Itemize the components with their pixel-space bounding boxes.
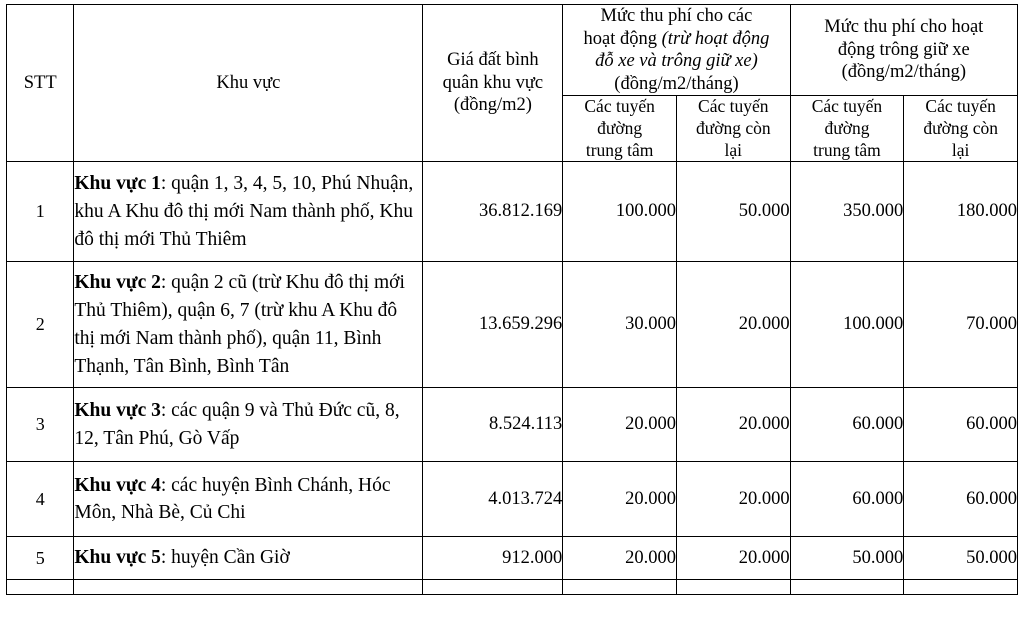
header-average-land-price <box>423 5 563 162</box>
row-parking-other: 60.000 <box>904 462 1018 537</box>
sub-other-line-3: lại <box>724 139 743 160</box>
row-non-parking-central: 20.000 <box>563 388 677 462</box>
sub-central-line-2: đường <box>597 117 643 138</box>
row-non-parking-central: 30.000 <box>563 262 677 388</box>
row-non-parking-other: 20.000 <box>676 537 790 580</box>
header-group-non-parking <box>563 5 790 96</box>
group-non-parking-line-2-italic: (trừ hoạt động <box>661 28 770 49</box>
row-area-label: Khu vực 1 <box>74 173 161 195</box>
group-non-parking-line-3-italic: đỗ xe và trông giữ xe) <box>595 51 758 72</box>
row-stt: 1 <box>7 162 74 262</box>
row-parking-central: 60.000 <box>790 462 904 537</box>
group-parking-line-2: động trông giữ xe <box>837 39 970 60</box>
header-price-line-1: Giá đất bình <box>447 50 539 71</box>
fee-schedule-table <box>6 4 1018 595</box>
row-non-parking-central <box>563 580 677 595</box>
row-non-parking-other: 20.000 <box>676 388 790 462</box>
group-parking-line-1: Mức thu phí cho hoạt <box>824 17 984 38</box>
row-parking-central: 50.000 <box>790 537 904 580</box>
header-price-line-3: (đồng/m2) <box>453 95 532 116</box>
row-price: 13.659.296 <box>423 262 563 388</box>
row-non-parking-other: 50.000 <box>676 162 790 262</box>
row-area <box>74 537 423 580</box>
row-parking-central: 350.000 <box>790 162 904 262</box>
row-area-label: Khu vực 3 <box>74 400 161 422</box>
header-group-parking <box>790 5 1017 96</box>
row-parking-other: 70.000 <box>904 262 1018 388</box>
row-parking-other: 50.000 <box>904 537 1018 580</box>
header-row-top <box>7 5 1018 96</box>
header-parking-other <box>904 96 1018 162</box>
header-price-line-2: quân khu vực <box>442 72 544 93</box>
row-parking-other: 180.000 <box>904 162 1018 262</box>
row-parking-central: 100.000 <box>790 262 904 388</box>
sub-central-line-1: Các tuyến <box>584 96 655 117</box>
row-area <box>74 388 423 462</box>
group-non-parking-line-4: (đồng/m2/tháng) <box>614 73 739 94</box>
row-stt <box>7 580 74 595</box>
row-non-parking-central: 20.000 <box>563 462 677 537</box>
row-price: 4.013.724 <box>423 462 563 537</box>
sub-other-line-2: đường còn <box>923 117 998 138</box>
row-stt: 2 <box>7 262 74 388</box>
row-stt: 4 <box>7 462 74 537</box>
row-parking-other: 60.000 <box>904 388 1018 462</box>
table-row <box>7 537 1018 580</box>
sub-central-line-3: trung tâm <box>813 139 881 160</box>
header-stt: STT <box>7 5 74 162</box>
header-non-parking-central <box>563 96 677 162</box>
row-area-text: : các quận 9 và Thủ Đức cũ, 8, 12, Tân Phú, Gò Vấp <box>74 400 400 449</box>
row-stt: 5 <box>7 537 74 580</box>
row-price: 912.000 <box>423 537 563 580</box>
sub-other-line-2: đường còn <box>695 117 771 138</box>
table-row <box>7 262 1018 388</box>
table-row-partial-clipped <box>7 580 1018 595</box>
row-area-text: : các huyện Bình Chánh, Hóc Môn, Nhà Bè, Củ Chi <box>74 474 391 524</box>
row-area-label: Khu vực 2 <box>74 272 161 294</box>
sub-central-line-3: trung tâm <box>585 139 654 160</box>
row-area-text: : huyện Cần Giờ <box>160 547 290 569</box>
row-non-parking-other <box>676 580 790 595</box>
row-area <box>74 580 423 595</box>
row-area-text: : quận 1, 3, 4, 5, 10, Phú Nhuận, khu A Khu đô thị mới Nam thành phố, Khu đô thị mới Thủ Thiêm <box>74 173 414 250</box>
table-header <box>7 5 1018 162</box>
table-row <box>7 162 1018 262</box>
row-area <box>74 262 423 388</box>
table-row <box>7 388 1018 462</box>
row-area-label: Khu vực 5 <box>74 547 161 569</box>
row-area <box>74 462 423 537</box>
row-area-text: : quận 2 cũ (trừ Khu đô thị mới Thủ Thiêm), quận 6, 7 (trừ khu A Khu đô thị mới Nam thành phố), quận 11, Bình Thạnh, Tân Bình, Bình Tân <box>74 272 405 377</box>
table-body <box>7 162 1018 595</box>
header-area: Khu vực <box>74 5 423 162</box>
header-non-parking-other <box>676 96 790 162</box>
row-price <box>423 580 563 595</box>
row-non-parking-central: 20.000 <box>563 537 677 580</box>
row-price: 36.812.169 <box>423 162 563 262</box>
row-non-parking-other: 20.000 <box>676 262 790 388</box>
row-non-parking-other: 20.000 <box>676 462 790 537</box>
row-area <box>74 162 423 262</box>
sub-other-line-3: lại <box>951 139 970 160</box>
row-parking-other <box>904 580 1018 595</box>
document-page <box>0 4 1020 638</box>
header-parking-central <box>790 96 904 162</box>
group-non-parking-line-1: Mức thu phí cho các <box>600 6 753 26</box>
row-stt: 3 <box>7 388 74 462</box>
table-row <box>7 462 1018 537</box>
row-parking-central: 60.000 <box>790 388 904 462</box>
row-non-parking-central: 100.000 <box>563 162 677 262</box>
sub-central-line-2: đường <box>824 117 870 138</box>
row-parking-central <box>790 580 904 595</box>
group-non-parking-line-2-plain: hoạt động <box>583 28 662 49</box>
sub-other-line-1: Các tuyến <box>925 96 996 117</box>
row-price: 8.524.113 <box>423 388 563 462</box>
sub-other-line-1: Các tuyến <box>698 96 769 117</box>
group-parking-line-3: (đồng/m2/tháng) <box>841 62 966 83</box>
sub-central-line-1: Các tuyến <box>811 96 883 117</box>
row-area-label: Khu vực 4 <box>74 474 161 496</box>
